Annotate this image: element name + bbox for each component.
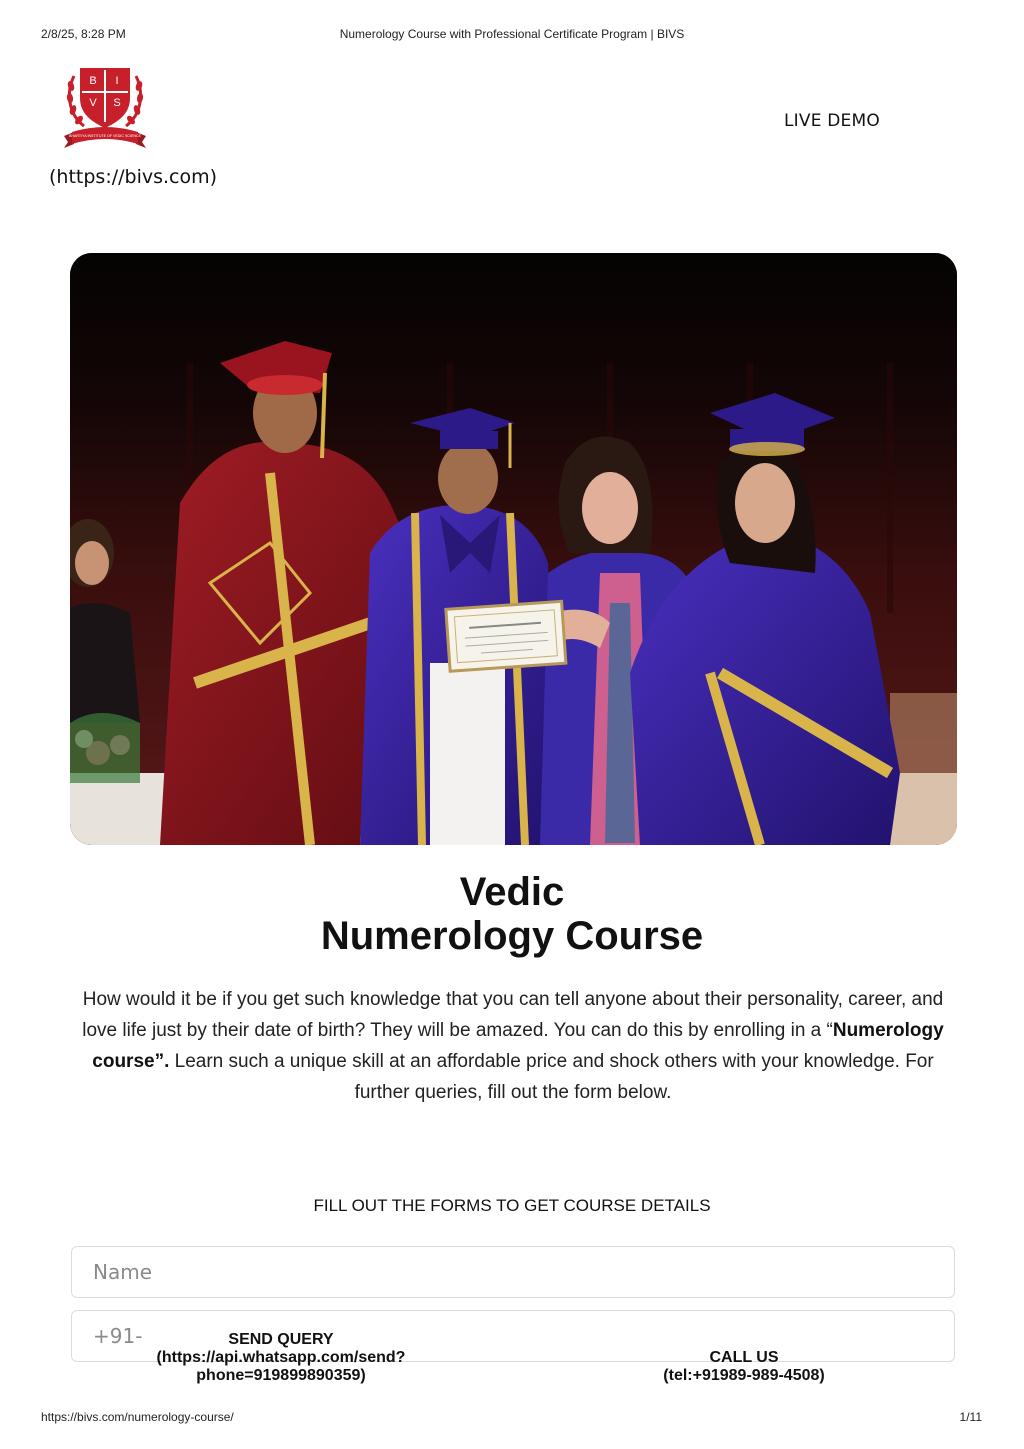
name-input[interactable] [72,1247,954,1297]
bivs-shield-icon [62,62,148,154]
svg-text:S: S [113,97,121,109]
print-page-title: Numerology Course with Professional Certificate Program | BIVS [339,27,685,41]
logo-banner-text: BHARTIYA INSTITUTE OF VEDIC SCIENCE [69,134,141,138]
send-query-link: (https://api.whatsapp.com/send?phone=919899890359) [156,1349,406,1384]
call-us-button[interactable] [630,1349,858,1385]
bivs-logo[interactable] [62,62,148,154]
form-title: FILL OUT THE FORMS TO GET COURSE DETAILS [313,1196,711,1215]
hero-image [70,253,957,845]
call-us-link: (tel:+91989-989-4508) [663,1367,825,1384]
intro-paragraph: How would it be if you get such knowledge that you can tell anyone about their personality, career, and love life just by their date of birth? They will be amazed. You can do this by enrolling in a “Numerology course”. Learn such a unique skill at an affordable price and shock others with your knowledge. For further queries, fill out the form below. [82,989,944,1103]
live-demo-link[interactable]: LIVE DEMO [784,111,880,131]
svg-text:V: V [89,97,97,109]
site-link[interactable]: (https://bivs.com) [49,166,218,188]
call-us-label: CALL US [709,1349,779,1366]
print-footer [0,1410,1024,1424]
convocation-photo [70,253,957,845]
send-query-button[interactable] [146,1331,416,1385]
svg-text:I: I [115,75,119,87]
phone-prefix: +91- [93,1324,143,1348]
page-title [0,870,1024,958]
certificate [446,601,566,671]
name-field-wrapper [71,1246,955,1298]
print-url: https://bivs.com/numerology-course/ [41,1410,234,1424]
send-query-label: SEND QUERY [228,1331,334,1348]
svg-text:B: B [89,75,97,87]
page-title-line2: Numerology Course [320,914,704,958]
print-page-number: 1/11 [959,1410,982,1424]
print-header [0,27,1024,41]
print-datetime: 2/8/25, 8:28 PM [41,27,126,41]
intro-highlight: Numerology course”. [92,1020,944,1072]
page-title-line1: Vedic [459,870,565,914]
